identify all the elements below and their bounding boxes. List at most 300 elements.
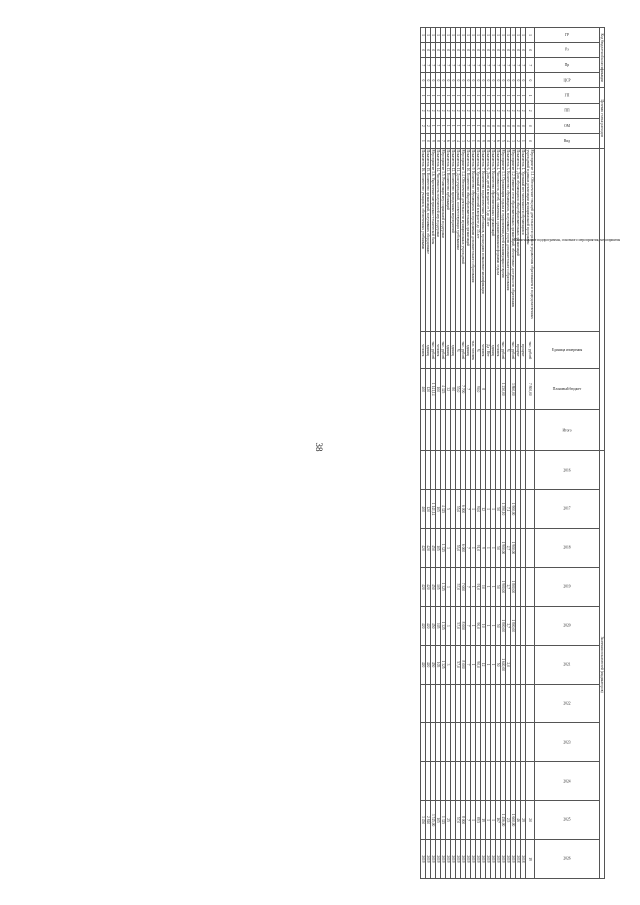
value-cell: [441, 684, 446, 723]
code-cell: 0: [456, 43, 461, 58]
value-cell: 2018: [521, 840, 526, 879]
code-cell: 1: [506, 88, 511, 103]
code-cell: 1: [521, 28, 526, 43]
value-cell: [501, 451, 506, 490]
code-cell: 7: [451, 58, 456, 73]
code-cell: 7: [516, 58, 521, 73]
value-cell: [506, 369, 511, 410]
value-cell: [436, 684, 441, 723]
value-cell: 4 325: [441, 369, 446, 410]
code-cell: 7: [501, 58, 506, 73]
value-cell: [521, 410, 526, 451]
value-cell: [511, 762, 516, 801]
code-cell: 1: [511, 88, 516, 103]
value-cell: [476, 723, 481, 762]
program-indicators-table: [420, 27, 621, 879]
value-cell: [511, 451, 516, 490]
unit-cell: тыс. рублей: [526, 332, 535, 369]
value-cell: 7 700: [461, 369, 466, 410]
code-cell: 1: [486, 28, 491, 43]
value-cell: [516, 369, 521, 410]
column-header: 2016: [535, 451, 600, 490]
code-cell: 2: [431, 103, 436, 118]
code-cell: 0: [476, 73, 481, 88]
code-cell: 7: [491, 133, 496, 148]
code-cell: 0: [426, 73, 431, 88]
column-header: 2018: [535, 529, 600, 568]
unit-cell: %: [506, 332, 511, 369]
unit-cell: человек: [421, 332, 426, 369]
value-cell: [441, 762, 446, 801]
table-row: [466, 28, 471, 879]
values-group-header: Значения показателей (индикаторов): [600, 451, 605, 879]
value-cell: [516, 567, 521, 606]
value-cell: 1 800,00: [511, 567, 516, 606]
value-cell: 55,0: [456, 369, 461, 410]
value-cell: 90,0: [476, 490, 481, 529]
value-cell: 1: [471, 606, 476, 645]
value-cell: 8 000: [461, 801, 466, 840]
code-cell: 1: [491, 88, 496, 103]
value-cell: 2019: [491, 840, 496, 879]
value-cell: 400: [421, 369, 426, 410]
code-cell: 1: [421, 133, 426, 148]
code-cell: 0: [521, 118, 526, 133]
value-cell: [471, 723, 476, 762]
code-cell: 0: [496, 118, 501, 133]
table-row: [426, 28, 431, 879]
value-cell: [421, 723, 426, 762]
column-header: 2026: [535, 840, 600, 879]
value-cell: [456, 451, 461, 490]
value-cell: 1: [486, 567, 491, 606]
value-cell: [466, 762, 471, 801]
code-cell: 1: [521, 133, 526, 148]
value-cell: [481, 684, 486, 723]
value-cell: 6 000: [461, 529, 466, 568]
rotated-table-frame: [55, 27, 621, 879]
value-cell: 3 745,00: [431, 801, 436, 840]
table-row: [491, 28, 496, 879]
value-cell: [451, 723, 456, 762]
value-cell: [516, 606, 521, 645]
code-cell: 2: [521, 103, 526, 118]
value-cell: [501, 684, 506, 723]
value-cell: 12: [481, 490, 486, 529]
value-cell: 3 450: [421, 801, 426, 840]
value-cell: 2019: [431, 840, 436, 879]
value-cell: [426, 762, 431, 801]
value-cell: [466, 410, 471, 451]
code-cell: 1: [461, 88, 466, 103]
description-cell: Показатель 16. Количество учащихся, обеспеченных учебниками: [421, 148, 426, 332]
column-header: 2024: [535, 762, 600, 801]
code-cell: 0: [526, 133, 535, 148]
value-cell: [431, 451, 436, 490]
table-row: [431, 28, 436, 879]
value-cell: 450: [431, 645, 436, 684]
unit-cell: %: [456, 332, 461, 369]
value-cell: [511, 410, 516, 451]
value-cell: [486, 762, 491, 801]
value-cell: 91,0: [476, 567, 481, 606]
code-cell: 7: [491, 58, 496, 73]
code-cell: 8: [436, 133, 441, 148]
code-cell: 7: [466, 58, 471, 73]
code-cell: 1: [451, 118, 456, 133]
value-cell: 29: [521, 801, 526, 840]
description-cell: Мероприятие 1.5. Реализация мер социальной поддержки: [441, 148, 446, 332]
value-cell: [486, 410, 491, 451]
code-cell: 2: [496, 103, 501, 118]
document-sheet: [55, 27, 621, 879]
value-cell: 1: [491, 490, 496, 529]
value-cell: 2019: [506, 840, 511, 879]
code-cell: 2: [441, 103, 446, 118]
value-cell: [456, 723, 461, 762]
value-cell: 105: [436, 567, 441, 606]
unit-cell: единиц: [446, 332, 451, 369]
value-cell: 7,1: [506, 490, 511, 529]
unit-cell: единиц: [491, 332, 496, 369]
value-cell: [431, 684, 436, 723]
code-cell: 2: [466, 103, 471, 118]
column-header: 2021: [535, 645, 600, 684]
code-cell: 0: [526, 73, 535, 88]
code-cell: 7: [456, 58, 461, 73]
value-cell: 89,5: [476, 801, 481, 840]
value-cell: [516, 762, 521, 801]
code-cell: 1: [496, 28, 501, 43]
value-cell: [506, 762, 511, 801]
code-cell: 0: [446, 43, 451, 58]
value-cell: [466, 451, 471, 490]
value-cell: [451, 410, 456, 451]
value-cell: 50: [496, 645, 501, 684]
value-cell: 8 000: [461, 645, 466, 684]
value-cell: [506, 410, 511, 451]
value-cell: [521, 567, 526, 606]
code-cell: 6: [446, 133, 451, 148]
description-cell: Показатель 5. Количество образовательных организаций: [491, 148, 496, 332]
value-cell: [501, 410, 506, 451]
code-cell: 7: [506, 58, 511, 73]
value-cell: 1 600,00: [511, 801, 516, 840]
table-row: [441, 28, 446, 879]
code-cell: 7: [441, 133, 446, 148]
unit-cell: тыс. рублей: [461, 332, 466, 369]
value-cell: [456, 762, 461, 801]
value-cell: 1: [491, 529, 496, 568]
value-cell: [506, 723, 511, 762]
code-cell: 0: [441, 43, 446, 58]
value-cell: [451, 490, 456, 529]
code-cell: 1: [466, 28, 471, 43]
column-header: Пр: [535, 58, 600, 73]
value-cell: 1: [486, 606, 491, 645]
value-cell: 1 640,00: [501, 645, 506, 684]
value-cell: [521, 451, 526, 490]
code-cell: 0: [516, 43, 521, 58]
value-cell: [461, 684, 466, 723]
code-cell: 1: [506, 28, 511, 43]
code-cell: 0: [481, 43, 486, 58]
table-group-header-row: [600, 28, 605, 879]
value-cell: 1: [486, 490, 491, 529]
value-cell: [516, 410, 521, 451]
value-cell: [426, 723, 431, 762]
value-cell: 2019: [471, 840, 476, 879]
value-cell: 57,0: [456, 645, 461, 684]
value-cell: 1: [486, 645, 491, 684]
value-cell: [496, 723, 501, 762]
code-cell: 2: [486, 103, 491, 118]
value-cell: [521, 606, 526, 645]
code-cell: 1: [426, 28, 431, 43]
code-cell: 7: [471, 58, 476, 73]
value-cell: [491, 410, 496, 451]
value-cell: 7: [466, 369, 471, 410]
description-cell: Мероприятие 1.3. Организация отдыха и оздоровления детей в каникулярное время: [501, 148, 506, 332]
code-cell: 7: [526, 58, 535, 73]
value-cell: [446, 410, 451, 451]
table-row: [461, 28, 466, 879]
code-cell: 1: [436, 28, 441, 43]
value-cell: [516, 645, 521, 684]
value-cell: [516, 529, 521, 568]
code-cell: 0: [431, 73, 436, 88]
value-cell: [461, 410, 466, 451]
code-cell: 1: [456, 28, 461, 43]
value-cell: 3: [446, 645, 451, 684]
code-cell: 1: [436, 118, 441, 133]
code-cell: 0: [511, 118, 516, 133]
value-cell: [451, 801, 456, 840]
value-cell: 450: [431, 606, 436, 645]
value-cell: 3: [446, 606, 451, 645]
value-cell: 120: [426, 490, 431, 529]
value-cell: 105: [436, 645, 441, 684]
code-cell: 7: [511, 58, 516, 73]
code-cell: 1: [461, 28, 466, 43]
description-cell: Показатель 12. Количество проведенных мероприятий: [451, 148, 456, 332]
code-cell: 0: [431, 43, 436, 58]
value-cell: [446, 684, 451, 723]
value-cell: [451, 762, 456, 801]
value-cell: 100: [436, 369, 441, 410]
code-cell: 2: [446, 103, 451, 118]
value-cell: [421, 762, 426, 801]
code-cell: 1: [526, 88, 535, 103]
value-cell: 1 900,00: [501, 529, 506, 568]
value-cell: 1 325: [441, 645, 446, 684]
code-cell: 1: [461, 118, 466, 133]
value-cell: [496, 762, 501, 801]
code-cell: 0: [501, 73, 506, 88]
value-cell: 2019: [511, 840, 516, 879]
value-cell: [521, 490, 526, 529]
value-cell: [446, 762, 451, 801]
code-cell: 8: [486, 133, 491, 148]
code-cell: 0: [491, 73, 496, 88]
value-cell: 57,0: [456, 606, 461, 645]
code-cell: 9: [481, 133, 486, 148]
value-cell: 2,0: [506, 645, 511, 684]
code-cell: 7: [521, 58, 526, 73]
value-cell: [471, 369, 476, 410]
table-row: [511, 28, 516, 879]
value-cell: 3: [446, 567, 451, 606]
code-cell: 1: [421, 28, 426, 43]
value-cell: [491, 451, 496, 490]
unit-cell: единиц: [451, 332, 456, 369]
code-cell: 6: [496, 133, 501, 148]
value-cell: [521, 762, 526, 801]
code-cell: 0: [466, 43, 471, 58]
code-cell: 7: [441, 58, 446, 73]
value-cell: 2019: [461, 840, 466, 879]
value-cell: [471, 762, 476, 801]
value-cell: 1 456,00: [501, 801, 506, 840]
description-cell: Показатель 7. Количество педагогических работников, прошедших повышение квалификации: [481, 148, 486, 332]
value-cell: [431, 762, 436, 801]
code-cell: 0: [526, 118, 535, 133]
value-cell: [526, 410, 535, 451]
description-cell: Мероприятие 1.1. Обеспечение текущей деятельности органов управления образованием и подведомственных учреждений в рамках реализации муниципальной программы: [526, 148, 535, 332]
description-cell: Показатель 14. Численность получателей мер поддержки: [436, 148, 441, 332]
column-header: 2025: [535, 801, 600, 840]
code-cell: 1: [471, 28, 476, 43]
code-cell: 1: [501, 28, 506, 43]
code-cell: 9: [431, 133, 436, 148]
value-cell: 1 325: [441, 801, 446, 840]
code-cell: 1: [471, 133, 476, 148]
value-cell: 32: [446, 369, 451, 410]
code-cell: 1: [431, 28, 436, 43]
code-cell: 1: [426, 88, 431, 103]
code-cell: 0: [426, 133, 431, 148]
code-cell: 0: [501, 43, 506, 58]
code-cell: 7: [496, 58, 501, 73]
code-cell: 0: [486, 73, 491, 88]
value-cell: [446, 723, 451, 762]
code-cell: 0: [526, 43, 535, 58]
value-cell: 167: [496, 801, 501, 840]
value-cell: [441, 451, 446, 490]
code-cell: 2: [501, 103, 506, 118]
code-cell: 1: [476, 88, 481, 103]
code-group-header: Код бюджетной классификации: [600, 28, 605, 88]
code-cell: 1: [516, 88, 521, 103]
column-header: ГР: [535, 28, 600, 43]
value-cell: 420: [421, 567, 426, 606]
unit-cell: тыс. человек: [471, 332, 476, 369]
value-cell: [471, 451, 476, 490]
value-cell: 91,0: [476, 529, 481, 568]
value-cell: 420: [426, 529, 431, 568]
code-cell: 1: [521, 88, 526, 103]
value-cell: [461, 723, 466, 762]
value-cell: [526, 723, 535, 762]
code-cell: 1: [511, 28, 516, 43]
code-cell: 3: [511, 133, 516, 148]
code-cell: 2: [516, 103, 521, 118]
table-row: [481, 28, 486, 879]
table-row: [451, 28, 456, 879]
value-cell: [461, 451, 466, 490]
value-cell: [501, 723, 506, 762]
code-cell: 2: [421, 118, 426, 133]
table-row: [496, 28, 501, 879]
code-cell: 1: [451, 28, 456, 43]
code-cell: 0: [506, 118, 511, 133]
code-cell: 0: [456, 73, 461, 88]
code-cell: 1: [516, 28, 521, 43]
value-cell: [471, 410, 476, 451]
code-cell: 0: [506, 43, 511, 58]
value-cell: [436, 762, 441, 801]
unit-cell: процент: [516, 332, 521, 369]
code-cell: 0: [471, 43, 476, 58]
description-cell: Показатель 3. Количество обучающихся, получивших услуги дополнительного образования: [506, 148, 511, 332]
value-cell: 80: [451, 369, 456, 410]
value-cell: 2019: [496, 840, 501, 879]
value-cell: 2019: [436, 840, 441, 879]
value-cell: 7: [466, 567, 471, 606]
code-cell: 1: [441, 118, 446, 133]
code-cell: 0: [471, 73, 476, 88]
value-cell: 1: [471, 490, 476, 529]
value-cell: 1 800,00: [501, 606, 506, 645]
unit-cell: %: [476, 332, 481, 369]
value-cell: [431, 723, 436, 762]
code-cell: 2: [476, 103, 481, 118]
code-cell: 0: [511, 73, 516, 88]
value-cell: [426, 684, 431, 723]
value-cell: 2019: [456, 840, 461, 879]
code-cell: 1: [496, 88, 501, 103]
description-cell: Показатель 2. Доля обучающихся общеобразовательных организаций: [516, 148, 521, 332]
unit-cell: человек: [496, 332, 501, 369]
code-cell: 0: [516, 118, 521, 133]
code-cell: 1: [471, 118, 476, 133]
code-cell: 7: [476, 58, 481, 73]
value-cell: [491, 684, 496, 723]
value-cell: [451, 684, 456, 723]
code-cell: 7: [461, 58, 466, 73]
value-cell: [441, 723, 446, 762]
code-cell: 0: [466, 73, 471, 88]
code-cell: 4: [456, 133, 461, 148]
code-cell: 1: [476, 28, 481, 43]
value-cell: [421, 410, 426, 451]
code-cell: 2: [526, 103, 535, 118]
code-cell: 0: [461, 73, 466, 88]
unit-cell: единиц: [466, 332, 471, 369]
code-cell: 2: [511, 103, 516, 118]
value-cell: [486, 369, 491, 410]
code-cell: 0: [481, 73, 486, 88]
table-row: [476, 28, 481, 879]
value-cell: 420: [421, 606, 426, 645]
code-cell: 0: [486, 43, 491, 58]
value-cell: [496, 410, 501, 451]
code-cell: 0: [451, 43, 456, 58]
code-cell: 1: [446, 28, 451, 43]
code-cell: 1: [446, 118, 451, 133]
code-cell: 0: [426, 43, 431, 58]
code-cell: 0: [511, 43, 516, 58]
